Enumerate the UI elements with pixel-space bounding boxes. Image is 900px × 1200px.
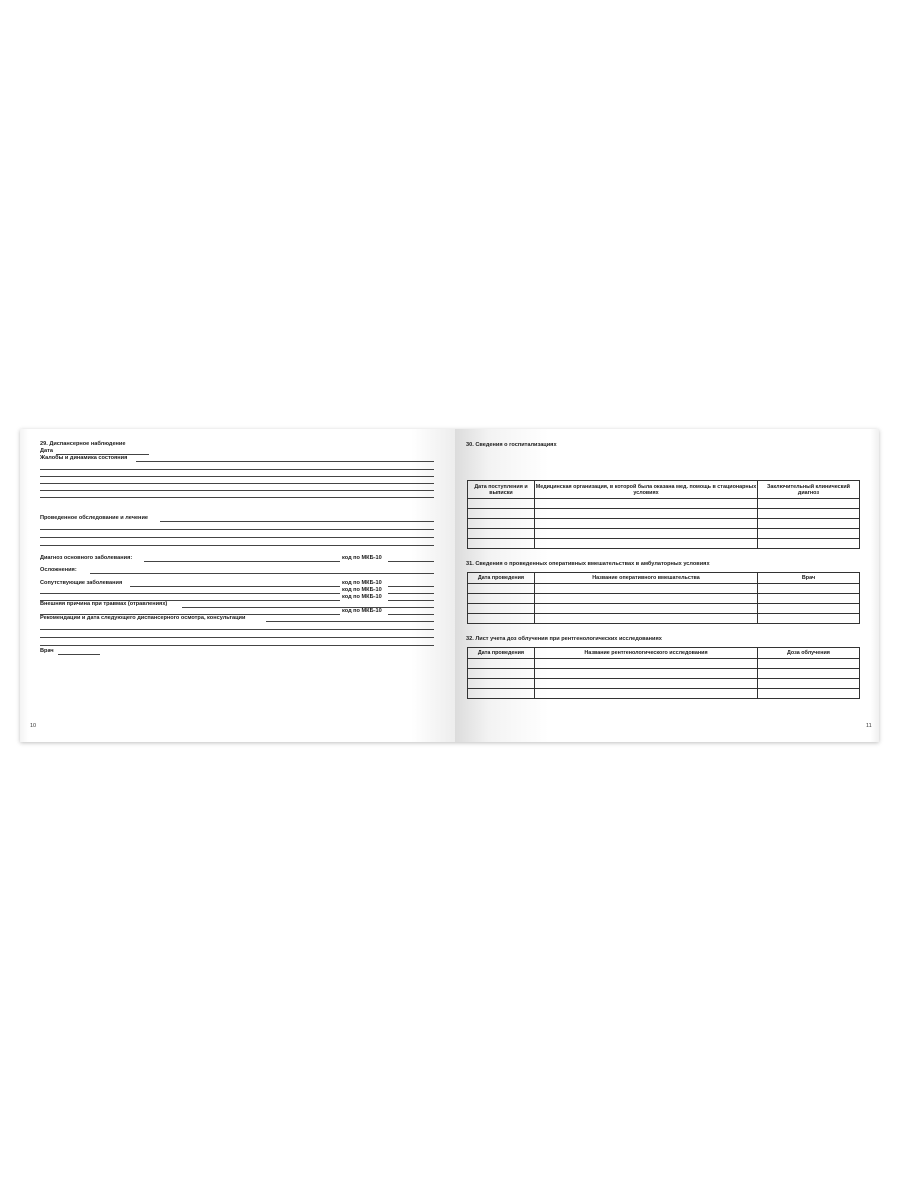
table-cell[interactable] [535,519,758,529]
table-cell[interactable] [758,689,860,699]
exam-line [160,521,434,522]
table-cell[interactable] [758,539,860,549]
column-header: Врач [758,573,860,584]
table-header-row [468,648,860,659]
blank-line [40,537,434,538]
blank-line [40,469,434,470]
column-header: Медицинская организация, в которой была оказана мед. помощь в стационарных условиях [535,481,758,499]
mkb-code-label: код по МКБ-10 [342,555,382,561]
mkb-code-label: код по МКБ-10 [342,594,382,600]
table-cell[interactable] [468,594,535,604]
table-cell[interactable] [758,499,860,509]
radiation-doses-table [467,647,860,699]
table-row [468,689,860,699]
table-cell[interactable] [468,509,535,519]
blank-line [40,497,434,498]
table-cell[interactable] [535,499,758,509]
blank-line [40,483,434,484]
table-cell[interactable] [758,594,860,604]
hospitalizations-table [467,480,860,549]
page-number: 10 [30,723,37,729]
table-cell[interactable] [758,509,860,519]
blank-line [40,637,434,638]
table-cell[interactable] [758,584,860,594]
table-cell[interactable] [758,614,860,624]
page-number: 11 [866,723,872,729]
section-30-title: 30. Сведения о госпитализациях [466,442,557,448]
section-32-title: 32. Лист учета доз облучения при рентгенологических исследованиях [466,636,662,642]
section-29-title: 29. Диспансерное наблюдение [40,441,126,447]
mkb-code-line [388,593,434,594]
table-header-row [468,573,860,584]
blank-line [40,645,434,646]
booklet-spread [20,429,879,742]
table-cell[interactable] [758,659,860,669]
column-header: Дата поступления и выписки [468,481,535,499]
table-cell[interactable] [468,584,535,594]
column-header: Название рентгенологического исследования [535,648,758,659]
blank-line [40,529,434,530]
table-cell[interactable] [535,604,758,614]
table-cell[interactable] [468,659,535,669]
mkb-code-line [388,586,434,587]
table-cell[interactable] [468,539,535,549]
table-cell[interactable] [468,689,535,699]
table-cell[interactable] [758,604,860,614]
table-row [468,529,860,539]
exam-label: Проведенное обследование и лечение [40,515,148,521]
table-cell[interactable] [535,669,758,679]
table-row [468,669,860,679]
table-row [468,509,860,519]
mkb-code-label: код по МКБ-10 [342,608,382,614]
table-cell[interactable] [535,614,758,624]
mkb-code-label: код по МКБ-10 [342,580,382,586]
mkb-code-line [388,561,434,562]
table-header-row [468,481,860,499]
table-cell[interactable] [468,499,535,509]
table-cell[interactable] [758,519,860,529]
complications-label: Осложнения: [40,567,77,573]
mkb-code-line [388,600,434,601]
table-row [468,594,860,604]
left-page [20,429,455,742]
mkb-code-label: код по МКБ-10 [342,587,382,593]
main-diagnosis-label: Диагноз основного заболевания: [40,555,133,561]
table-row [468,679,860,689]
table-cell[interactable] [468,614,535,624]
blank-line [40,476,434,477]
column-header: Дата проведения [468,573,535,584]
table-cell[interactable] [535,529,758,539]
operations-table [467,572,860,624]
right-page [455,429,879,742]
external-cause-label: Внешняя причина при травмах (отравлениях) [40,601,168,607]
complications-line [90,573,434,574]
table-cell[interactable] [535,689,758,699]
doctor-signature-line [58,654,100,655]
main-diagnosis-line [144,561,340,562]
table-cell[interactable] [758,669,860,679]
table-row [468,604,860,614]
table-cell[interactable] [535,659,758,669]
comorbid-label: Сопутствующие заболевания [40,580,123,586]
recommendations-line [266,621,434,622]
mkb-code-line [388,614,434,615]
table-cell[interactable] [468,604,535,614]
table-cell[interactable] [535,509,758,519]
comorbid-line [130,586,340,587]
blank-line [40,490,434,491]
external-cause-line [182,607,434,608]
recommendations-label: Рекомендации и дата следующего диспансерного осмотра, консультации [40,615,246,621]
table-cell[interactable] [468,529,535,539]
table-cell[interactable] [758,679,860,689]
column-header: Заключительный клинический диагноз [758,481,860,499]
section-31-title: 31. Сведения о проведенных оперативных вмешательствах в амбулаторных условиях [466,561,710,567]
blank-line [40,593,340,594]
blank-line [40,545,434,546]
table-cell[interactable] [468,519,535,529]
complaints-line [136,461,434,462]
table-row [468,659,860,669]
column-header: Название оперативного вмешательства [535,573,758,584]
blank-line [40,629,434,630]
table-row [468,614,860,624]
table-cell[interactable] [468,669,535,679]
complaints-label: Жалобы и динамика состояния [40,455,128,461]
table-cell[interactable] [758,529,860,539]
table-row [468,539,860,549]
table-cell[interactable] [468,679,535,689]
table-cell[interactable] [535,539,758,549]
table-row [468,519,860,529]
column-header: Доза облучения [758,648,860,659]
date-label: Дата [40,448,53,454]
table-row [468,499,860,509]
table-row [468,584,860,594]
table-cell[interactable] [535,594,758,604]
table-cell[interactable] [535,679,758,689]
column-header: Дата проведения [468,648,535,659]
table-cell[interactable] [535,584,758,594]
doctor-label: Врач [40,648,54,654]
